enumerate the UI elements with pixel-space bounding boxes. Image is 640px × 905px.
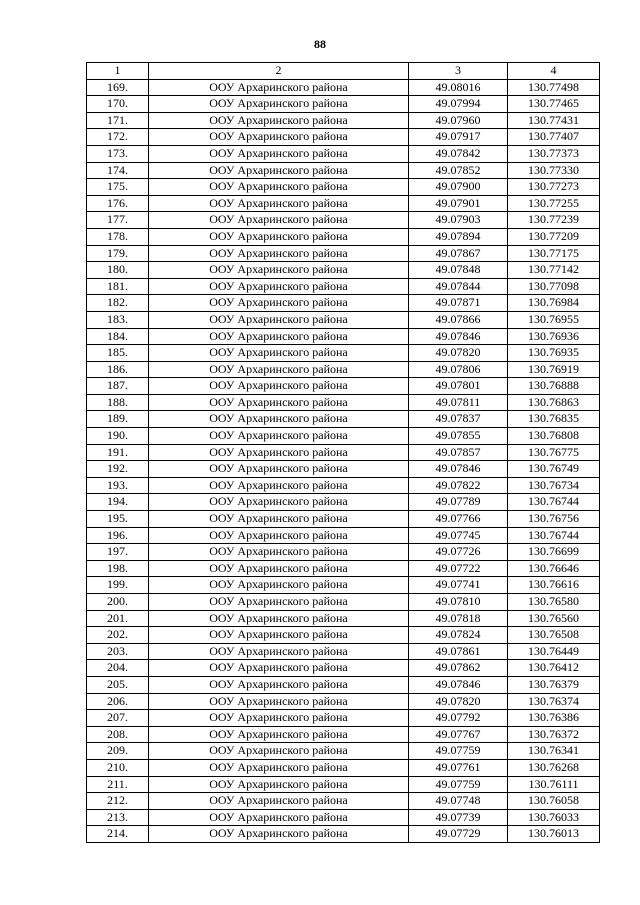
longitude-cell: 130.76372 xyxy=(508,726,600,743)
row-number-cell: 211. xyxy=(87,776,149,793)
row-number-cell: 210. xyxy=(87,759,149,776)
longitude-cell: 130.77330 xyxy=(508,162,600,179)
row-number-cell: 198. xyxy=(87,560,149,577)
row-number-cell: 188. xyxy=(87,394,149,411)
longitude-cell: 130.76379 xyxy=(508,676,600,693)
table-header-row xyxy=(87,63,600,80)
organization-cell: ООУ Архаринского района xyxy=(149,428,409,445)
latitude-cell: 49.07846 xyxy=(409,676,508,693)
organization-cell: ООУ Архаринского района xyxy=(149,494,409,511)
organization-cell: ООУ Архаринского района xyxy=(149,112,409,129)
row-number-cell: 207. xyxy=(87,710,149,727)
organization-cell: ООУ Архаринского района xyxy=(149,228,409,245)
row-number-cell: 204. xyxy=(87,660,149,677)
organization-cell: ООУ Архаринского района xyxy=(149,195,409,212)
table-row xyxy=(87,361,600,378)
table-row xyxy=(87,444,600,461)
row-number-cell: 192. xyxy=(87,461,149,478)
longitude-cell: 130.76580 xyxy=(508,594,600,611)
longitude-cell: 130.76268 xyxy=(508,759,600,776)
longitude-cell: 130.76888 xyxy=(508,378,600,395)
header-cell-3: 3 xyxy=(409,63,508,80)
latitude-cell: 49.07837 xyxy=(409,411,508,428)
organization-cell: ООУ Архаринского района xyxy=(149,328,409,345)
latitude-cell: 49.07741 xyxy=(409,577,508,594)
organization-cell: ООУ Архаринского района xyxy=(149,262,409,279)
latitude-cell: 49.07766 xyxy=(409,511,508,528)
latitude-cell: 49.07759 xyxy=(409,776,508,793)
longitude-cell: 130.76560 xyxy=(508,610,600,627)
latitude-cell: 49.07726 xyxy=(409,544,508,561)
table-row xyxy=(87,145,600,162)
row-number-cell: 179. xyxy=(87,245,149,262)
latitude-cell: 49.07745 xyxy=(409,527,508,544)
latitude-cell: 49.07855 xyxy=(409,428,508,445)
longitude-cell: 130.76955 xyxy=(508,311,600,328)
row-number-cell: 181. xyxy=(87,278,149,295)
latitude-cell: 49.07810 xyxy=(409,594,508,611)
table-row xyxy=(87,96,600,113)
longitude-cell: 130.76374 xyxy=(508,693,600,710)
row-number-cell: 197. xyxy=(87,544,149,561)
longitude-cell: 130.76341 xyxy=(508,743,600,760)
organization-cell: ООУ Архаринского района xyxy=(149,544,409,561)
row-number-cell: 173. xyxy=(87,145,149,162)
row-number-cell: 191. xyxy=(87,444,149,461)
table-row xyxy=(87,112,600,129)
longitude-cell: 130.76744 xyxy=(508,494,600,511)
latitude-cell: 49.07739 xyxy=(409,809,508,826)
row-number-cell: 209. xyxy=(87,743,149,760)
table-row xyxy=(87,710,600,727)
latitude-cell: 49.07857 xyxy=(409,444,508,461)
organization-cell: ООУ Архаринского района xyxy=(149,527,409,544)
latitude-cell: 49.07871 xyxy=(409,295,508,312)
table-row xyxy=(87,477,600,494)
longitude-cell: 130.76775 xyxy=(508,444,600,461)
longitude-cell: 130.76412 xyxy=(508,660,600,677)
longitude-cell: 130.76616 xyxy=(508,577,600,594)
table-row xyxy=(87,162,600,179)
longitude-cell: 130.76033 xyxy=(508,809,600,826)
longitude-cell: 130.77142 xyxy=(508,262,600,279)
organization-cell: ООУ Архаринского района xyxy=(149,212,409,229)
longitude-cell: 130.76936 xyxy=(508,328,600,345)
organization-cell: ООУ Архаринского района xyxy=(149,726,409,743)
row-number-cell: 176. xyxy=(87,195,149,212)
row-number-cell: 178. xyxy=(87,228,149,245)
longitude-cell: 130.76111 xyxy=(508,776,600,793)
organization-cell: ООУ Архаринского района xyxy=(149,809,409,826)
row-number-cell: 189. xyxy=(87,411,149,428)
latitude-cell: 49.07801 xyxy=(409,378,508,395)
latitude-cell: 49.07903 xyxy=(409,212,508,229)
table-row xyxy=(87,411,600,428)
organization-cell: ООУ Архаринского района xyxy=(149,129,409,146)
row-number-cell: 185. xyxy=(87,345,149,362)
latitude-cell: 49.07820 xyxy=(409,345,508,362)
row-number-cell: 196. xyxy=(87,527,149,544)
organization-cell: ООУ Архаринского района xyxy=(149,743,409,760)
row-number-cell: 174. xyxy=(87,162,149,179)
organization-cell: ООУ Архаринского района xyxy=(149,394,409,411)
row-number-cell: 205. xyxy=(87,676,149,693)
latitude-cell: 49.07861 xyxy=(409,643,508,660)
organization-cell: ООУ Архаринского района xyxy=(149,610,409,627)
latitude-cell: 49.08016 xyxy=(409,79,508,96)
table-row xyxy=(87,311,600,328)
table-row xyxy=(87,345,600,362)
header-cell-4: 4 xyxy=(508,63,600,80)
row-number-cell: 180. xyxy=(87,262,149,279)
organization-cell: ООУ Архаринского района xyxy=(149,676,409,693)
table-row xyxy=(87,212,600,229)
table-row xyxy=(87,676,600,693)
organization-cell: ООУ Архаринского района xyxy=(149,345,409,362)
latitude-cell: 49.07844 xyxy=(409,278,508,295)
latitude-cell: 49.07761 xyxy=(409,759,508,776)
latitude-cell: 49.07818 xyxy=(409,610,508,627)
table-row xyxy=(87,826,600,843)
longitude-cell: 130.76646 xyxy=(508,560,600,577)
table-row xyxy=(87,278,600,295)
latitude-cell: 49.07862 xyxy=(409,660,508,677)
row-number-cell: 202. xyxy=(87,627,149,644)
row-number-cell: 187. xyxy=(87,378,149,395)
row-number-cell: 169. xyxy=(87,79,149,96)
table-row xyxy=(87,544,600,561)
row-number-cell: 195. xyxy=(87,511,149,528)
organization-cell: ООУ Архаринского района xyxy=(149,179,409,196)
longitude-cell: 130.76449 xyxy=(508,643,600,660)
table-row xyxy=(87,79,600,96)
latitude-cell: 49.07852 xyxy=(409,162,508,179)
table-row xyxy=(87,759,600,776)
latitude-cell: 49.07960 xyxy=(409,112,508,129)
longitude-cell: 130.76919 xyxy=(508,361,600,378)
latitude-cell: 49.07917 xyxy=(409,129,508,146)
longitude-cell: 130.77239 xyxy=(508,212,600,229)
latitude-cell: 49.07792 xyxy=(409,710,508,727)
row-number-cell: 190. xyxy=(87,428,149,445)
latitude-cell: 49.07822 xyxy=(409,477,508,494)
row-number-cell: 212. xyxy=(87,793,149,810)
longitude-cell: 130.77373 xyxy=(508,145,600,162)
organization-cell: ООУ Архаринского района xyxy=(149,793,409,810)
organization-cell: ООУ Архаринского района xyxy=(149,826,409,843)
latitude-cell: 49.07900 xyxy=(409,179,508,196)
longitude-cell: 130.76058 xyxy=(508,793,600,810)
longitude-cell: 130.76863 xyxy=(508,394,600,411)
longitude-cell: 130.76386 xyxy=(508,710,600,727)
latitude-cell: 49.07811 xyxy=(409,394,508,411)
organization-cell: ООУ Архаринского района xyxy=(149,710,409,727)
latitude-cell: 49.07867 xyxy=(409,245,508,262)
table-row xyxy=(87,461,600,478)
organization-cell: ООУ Архаринского района xyxy=(149,145,409,162)
coordinates-table xyxy=(86,62,600,843)
row-number-cell: 171. xyxy=(87,112,149,129)
longitude-cell: 130.77175 xyxy=(508,245,600,262)
row-number-cell: 177. xyxy=(87,212,149,229)
organization-cell: ООУ Архаринского района xyxy=(149,295,409,312)
latitude-cell: 49.07848 xyxy=(409,262,508,279)
organization-cell: ООУ Архаринского района xyxy=(149,627,409,644)
latitude-cell: 49.07729 xyxy=(409,826,508,843)
organization-cell: ООУ Архаринского района xyxy=(149,96,409,113)
header-cell-2: 2 xyxy=(149,63,409,80)
row-number-cell: 201. xyxy=(87,610,149,627)
row-number-cell: 186. xyxy=(87,361,149,378)
row-number-cell: 193. xyxy=(87,477,149,494)
table-row xyxy=(87,179,600,196)
organization-cell: ООУ Архаринского района xyxy=(149,693,409,710)
latitude-cell: 49.07824 xyxy=(409,627,508,644)
table-row xyxy=(87,511,600,528)
organization-cell: ООУ Архаринского района xyxy=(149,577,409,594)
row-number-cell: 170. xyxy=(87,96,149,113)
longitude-cell: 130.76749 xyxy=(508,461,600,478)
table-row xyxy=(87,809,600,826)
row-number-cell: 208. xyxy=(87,726,149,743)
latitude-cell: 49.07789 xyxy=(409,494,508,511)
longitude-cell: 130.76699 xyxy=(508,544,600,561)
table-row xyxy=(87,428,600,445)
organization-cell: ООУ Архаринского района xyxy=(149,361,409,378)
latitude-cell: 49.07748 xyxy=(409,793,508,810)
table-row xyxy=(87,394,600,411)
table-row xyxy=(87,743,600,760)
longitude-cell: 130.76734 xyxy=(508,477,600,494)
row-number-cell: 203. xyxy=(87,643,149,660)
table-row xyxy=(87,494,600,511)
row-number-cell: 199. xyxy=(87,577,149,594)
table-row xyxy=(87,643,600,660)
row-number-cell: 175. xyxy=(87,179,149,196)
organization-cell: ООУ Архаринского района xyxy=(149,643,409,660)
table-row xyxy=(87,129,600,146)
table-row xyxy=(87,195,600,212)
organization-cell: ООУ Архаринского района xyxy=(149,776,409,793)
table-row xyxy=(87,560,600,577)
table-row xyxy=(87,262,600,279)
organization-cell: ООУ Архаринского района xyxy=(149,245,409,262)
longitude-cell: 130.76756 xyxy=(508,511,600,528)
page-number: 88 xyxy=(314,37,326,51)
latitude-cell: 49.07866 xyxy=(409,311,508,328)
latitude-cell: 49.07894 xyxy=(409,228,508,245)
organization-cell: ООУ Архаринского района xyxy=(149,660,409,677)
table-row xyxy=(87,793,600,810)
table-row xyxy=(87,726,600,743)
row-number-cell: 194. xyxy=(87,494,149,511)
table-row xyxy=(87,594,600,611)
latitude-cell: 49.07994 xyxy=(409,96,508,113)
row-number-cell: 172. xyxy=(87,129,149,146)
latitude-cell: 49.07842 xyxy=(409,145,508,162)
longitude-cell: 130.77209 xyxy=(508,228,600,245)
longitude-cell: 130.76984 xyxy=(508,295,600,312)
organization-cell: ООУ Архаринского района xyxy=(149,759,409,776)
latitude-cell: 49.07846 xyxy=(409,461,508,478)
row-number-cell: 182. xyxy=(87,295,149,312)
table-row xyxy=(87,693,600,710)
longitude-cell: 130.77273 xyxy=(508,179,600,196)
table-row xyxy=(87,228,600,245)
organization-cell: ООУ Архаринского района xyxy=(149,411,409,428)
organization-cell: ООУ Архаринского района xyxy=(149,378,409,395)
table-row xyxy=(87,295,600,312)
longitude-cell: 130.77431 xyxy=(508,112,600,129)
table-row xyxy=(87,610,600,627)
table-row xyxy=(87,527,600,544)
row-number-cell: 184. xyxy=(87,328,149,345)
table-row xyxy=(87,776,600,793)
longitude-cell: 130.77407 xyxy=(508,129,600,146)
longitude-cell: 130.76935 xyxy=(508,345,600,362)
header-cell-1: 1 xyxy=(87,63,149,80)
latitude-cell: 49.07820 xyxy=(409,693,508,710)
organization-cell: ООУ Архаринского района xyxy=(149,311,409,328)
organization-cell: ООУ Архаринского района xyxy=(149,444,409,461)
longitude-cell: 130.76013 xyxy=(508,826,600,843)
table-body xyxy=(87,63,600,843)
organization-cell: ООУ Архаринского района xyxy=(149,461,409,478)
latitude-cell: 49.07846 xyxy=(409,328,508,345)
organization-cell: ООУ Архаринского района xyxy=(149,511,409,528)
longitude-cell: 130.77098 xyxy=(508,278,600,295)
longitude-cell: 130.76744 xyxy=(508,527,600,544)
table-row xyxy=(87,577,600,594)
latitude-cell: 49.07806 xyxy=(409,361,508,378)
organization-cell: ООУ Архаринского района xyxy=(149,278,409,295)
table-row xyxy=(87,378,600,395)
longitude-cell: 130.77465 xyxy=(508,96,600,113)
longitude-cell: 130.76808 xyxy=(508,428,600,445)
table-row xyxy=(87,627,600,644)
row-number-cell: 213. xyxy=(87,809,149,826)
row-number-cell: 206. xyxy=(87,693,149,710)
latitude-cell: 49.07759 xyxy=(409,743,508,760)
longitude-cell: 130.76508 xyxy=(508,627,600,644)
organization-cell: ООУ Архаринского района xyxy=(149,79,409,96)
organization-cell: ООУ Архаринского района xyxy=(149,560,409,577)
organization-cell: ООУ Архаринского района xyxy=(149,162,409,179)
table-row xyxy=(87,245,600,262)
longitude-cell: 130.77498 xyxy=(508,79,600,96)
latitude-cell: 49.07767 xyxy=(409,726,508,743)
organization-cell: ООУ Архаринского района xyxy=(149,477,409,494)
longitude-cell: 130.77255 xyxy=(508,195,600,212)
organization-cell: ООУ Архаринского района xyxy=(149,594,409,611)
longitude-cell: 130.76835 xyxy=(508,411,600,428)
row-number-cell: 214. xyxy=(87,826,149,843)
latitude-cell: 49.07722 xyxy=(409,560,508,577)
table-row xyxy=(87,660,600,677)
latitude-cell: 49.07901 xyxy=(409,195,508,212)
row-number-cell: 183. xyxy=(87,311,149,328)
table-row xyxy=(87,328,600,345)
row-number-cell: 200. xyxy=(87,594,149,611)
